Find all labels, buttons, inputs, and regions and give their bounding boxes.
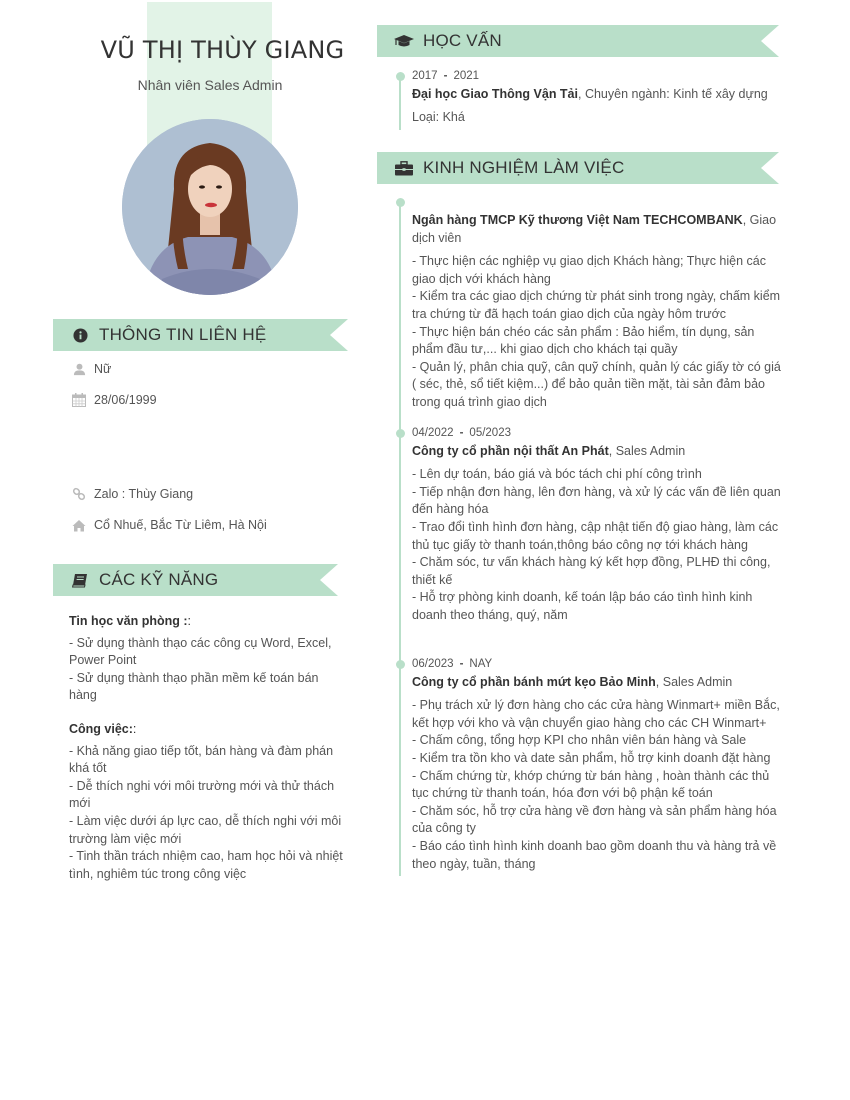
contact-birthdate	[72, 393, 157, 407]
education-grade: Loại: Khá	[412, 110, 465, 125]
experience-title-line	[412, 443, 784, 461]
contact-gender-value: Nữ	[94, 362, 112, 376]
experience-role: , Sales Admin	[655, 674, 733, 689]
education-entry	[412, 68, 784, 127]
briefcase-icon	[393, 159, 415, 177]
skills-section-title: CÁC KỸ NĂNG	[99, 570, 219, 589]
avatar	[122, 119, 298, 295]
experience-entry-techcombank	[412, 212, 784, 412]
contact-birthdate-value: 28/06/1999	[94, 393, 157, 407]
contact-section-header	[53, 319, 348, 351]
contact-address-value: Cổ Nhuế, Bắc Từ Liêm, Hà Nội	[94, 518, 267, 532]
contact-section-title: THÔNG TIN LIÊN HỆ	[99, 325, 267, 344]
skill-item: - Làm việc dưới áp lực cao, dễ thích nghi với môi trường làm việc mới	[69, 813, 342, 846]
skills-list	[69, 613, 344, 899]
skill-group-work	[69, 721, 344, 883]
link-icon	[72, 487, 86, 501]
contact-zalo-value[interactable]: Zalo : Thùy Giang	[94, 487, 194, 501]
experience-section-title: KINH NGHIỆM LÀM VIỆC	[423, 158, 625, 177]
education-dates: 2017 - 2021	[412, 70, 480, 82]
banner-notch	[761, 152, 779, 184]
timeline-dot	[396, 660, 405, 669]
experience-company: Ngân hàng TMCP Kỹ thương Việt Nam TECHCOMBANK	[412, 213, 743, 227]
timeline-dot	[396, 72, 405, 81]
education-section-header	[377, 25, 779, 57]
experience-description: - Lên dự toán, báo giá và bóc tách chi phí công trình - Tiếp nhận đơn hàng, lên đơn hàng, và xử lý các vấn đề liên quan đến hàng hóa - Trao đổi tình hình đơn hàng, cập nhật tiến độ giao hàng, làm các thủ tục giấy tờ thanh toán,thông báo công nợ tới khách hàng - Chăm sóc, tư vấn khách hàng ký kết hợp đồng, PLHĐ thi công, thiết kế - Hỗ trợ phòng kinh doanh, kế toán lập báo cáo tình hình kinh doanh theo tháng, quý, năm	[412, 467, 781, 622]
banner-notch	[330, 319, 348, 351]
contact-gender	[72, 362, 111, 376]
home-icon	[72, 518, 86, 532]
experience-company: Công ty cổ phần bánh mứt kẹo Bảo Minh	[412, 674, 656, 689]
education-section-title: HỌC VẤN	[423, 31, 502, 50]
experience-description: - Phụ trách xử lý đơn hàng cho các cửa hàng Winmart+ miền Bắc, kết hợp với kho và vận chuyển giao hàng cho các CH Winmart+ - Chấm công, tổng hợp KPI cho nhân viên bán hàng và Sale - Kiểm tra tồn kho và date sản phẩm, hỗ trợ kinh doanh đặt hàng - Chấm chứng từ, khớp chứng từ bán hàng , hoàn thành các thủ tục chứng từ thanh toán, hóa đơn với bộ phận kế toán - Chăm sóc, hỗ trợ cửa hàng về đơn hàng và sản phẩm hàng hóa của công ty - Báo cáo tình hình kinh doanh bao gồm doanh thu và hàng trả về theo ngày, tuần, tháng	[412, 698, 780, 871]
book-icon	[69, 571, 91, 589]
skill-group-title: Tin học văn phòng ::	[69, 614, 191, 628]
timeline-dot	[396, 198, 405, 207]
candidate-position: Nhân viên Sales Admin	[137, 77, 283, 93]
experience-company: Công ty cổ phần nội thất An Phát	[412, 443, 609, 458]
skill-item: - Sử dụng thành thạo các công cụ Word, Excel, Power Point	[69, 635, 332, 668]
candidate-name: VŨ THỊ THÙY GIANG	[100, 36, 345, 64]
experience-entry-bao-minh	[412, 656, 784, 873]
skill-item: - Dễ thích nghi với môi trường mới và thử thách mới	[69, 778, 335, 811]
timeline-dot	[396, 429, 405, 438]
experience-timeline-line	[399, 203, 401, 876]
banner-notch	[320, 564, 338, 596]
skill-item: - Sử dụng thành thạo phần mềm kế toán bán hàng	[69, 670, 319, 703]
contact-zalo[interactable]	[72, 487, 193, 501]
contact-address	[72, 518, 267, 532]
skill-item: - Khả năng giao tiếp tốt, bán hàng và đàm phán khá tốt	[69, 743, 334, 776]
experience-role: , Giao dịch viên	[412, 213, 777, 245]
graduation-cap-icon	[393, 32, 415, 50]
banner-notch	[761, 25, 779, 57]
skill-item: - Tinh thần trách nhiệm cao, ham học hỏi và nhiệt tình, nghiêm túc trong công việc	[69, 849, 343, 881]
education-school-line	[412, 86, 784, 104]
experience-entry-an-phat	[412, 425, 784, 625]
education-school: Đại học Giao Thông Vận Tải	[412, 86, 578, 101]
education-major: , Chuyên ngành: Kinh tế xây dựng	[578, 86, 768, 101]
skill-group-office	[69, 613, 344, 705]
user-icon	[72, 362, 86, 376]
experience-title-line	[412, 212, 784, 247]
calendar-icon	[72, 393, 86, 407]
experience-dates: 06/2023 - NAY	[412, 658, 493, 670]
skills-section-header	[53, 564, 338, 596]
skill-group-title: Công việc::	[69, 721, 137, 736]
experience-title-line	[412, 674, 784, 692]
experience-dates: 04/2022 - 05/2023	[412, 427, 511, 439]
profile-photo	[122, 119, 298, 295]
education-timeline-line	[399, 76, 401, 130]
experience-section-header	[377, 152, 779, 184]
experience-role: , Sales Admin	[608, 443, 686, 458]
experience-description: - Thực hiện các nghiệp vụ giao dịch Khách hàng; Thực hiện các giao dịch với khách hàng - Kiểm tra các giao dịch chứng từ phát sinh trong ngày, chấm kiểm tra chứng từ đã hạch toán giao dịch của ngày hôm trước - Thực hiện bán chéo các sản phẩm : Bảo hiểm, tín dụng, sản phẩm đầu tư,... khi giao dịch cho khách tại quầy - Quản lý, phân chia quỹ, cân quỹ chính, quản lý các giấy tờ có giá ( séc, thẻ, sổ tiết kiệm...) để bảo quản tiền mặt, tài sản đảm bảo trong quá trình giao dịch	[412, 254, 781, 409]
info-circle-icon	[69, 326, 91, 344]
